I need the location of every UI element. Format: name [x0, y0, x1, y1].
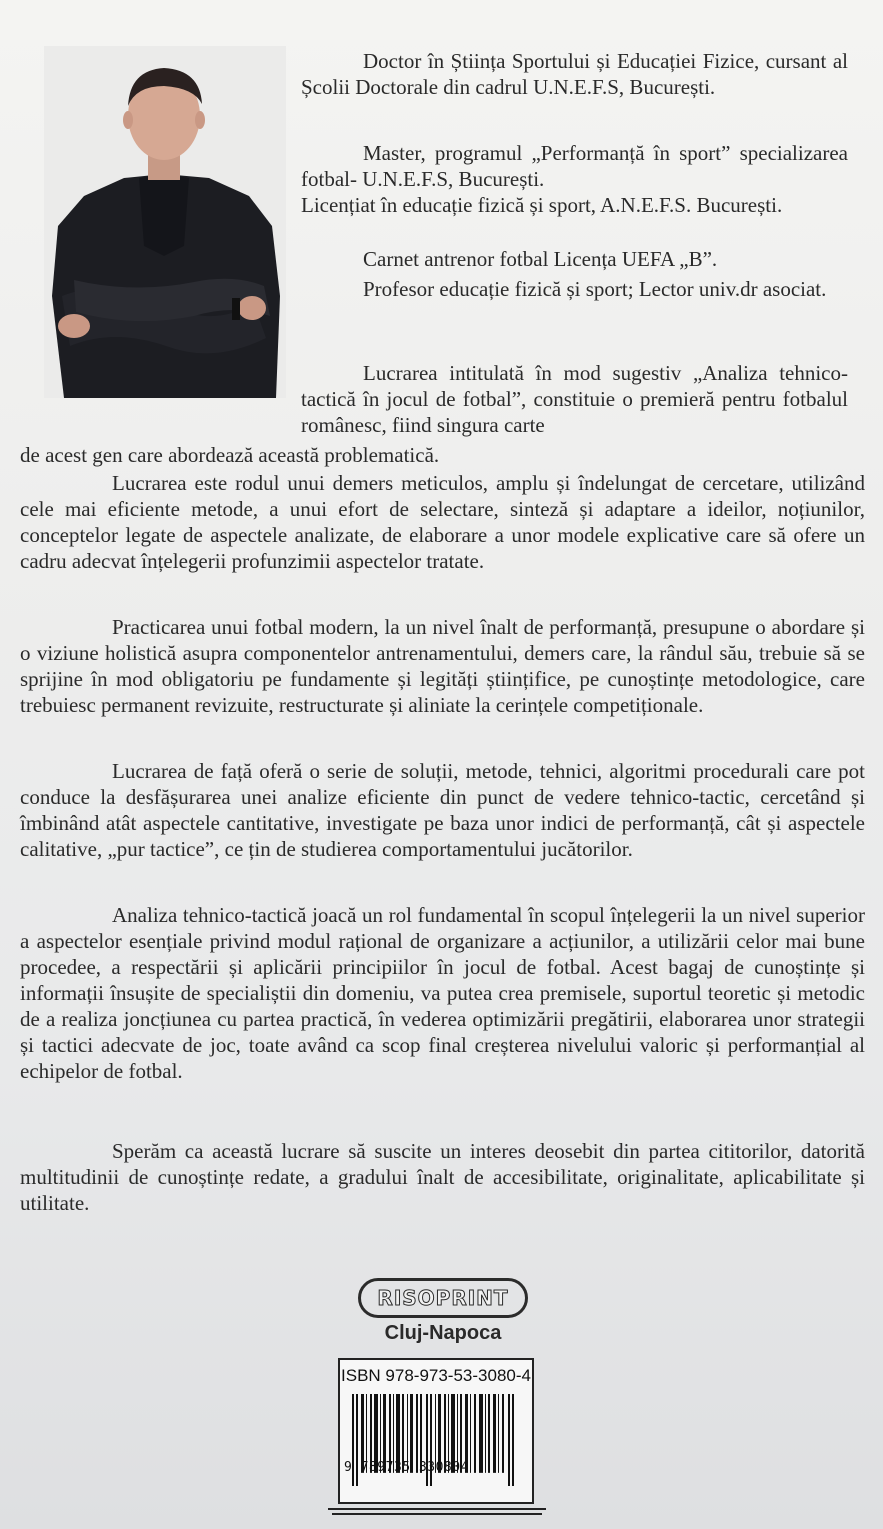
bio-doctorate: Doctor în Știința Sportului și Educației Fizice, cursant al Școlii Doctorale din cadrul U.N.E.F.S, București.: [301, 49, 848, 99]
publisher-city: Cluj-Napoca: [384, 1322, 502, 1344]
body-paragraph-solutions: Lucrarea de față oferă o serie de soluții, metode, tehnici, algoritmi procedurali care pot conduce la desfășurarea unei analize eficiente din punct de vedere tehnico-tactic, cercetând și îmbinând atât aspectele cantitative, investigate pe baza unor indici de performanță, cât și aspectele calitative, „pur tactice”, ce țin de studierea comportamentului jucătorilor.: [20, 759, 865, 861]
body-paragraph-closing: Sperăm ca această lucrare să suscite un interes deosebit din partea cititorilor, datorită multitudinii de cunoștințe redate, a gradului înalt de accesibilitate, originalitate, aplicabilitate și utilitate.: [20, 1139, 865, 1215]
intro-paragraph: Lucrarea intitulată în mod sugestiv „Analiza tehnico-tactică în jocul de fotbal”, constituie o premieră pentru fotbalul românesc, fiind singura carte: [301, 361, 848, 437]
bio-master: Master, programul „Performanță în sport” specializarea fotbal- U.N.E.F.S, București.: [301, 141, 848, 191]
bio-uefa: Carnet antrenor fotbal Licența UEFA „B”.: [363, 247, 718, 271]
intro-paragraph-end: de acest gen care abordează această problematică.: [20, 443, 440, 467]
isbn-barcode-block: [328, 1358, 546, 1516]
publisher-logo-text: RISOPRINT: [377, 1286, 509, 1310]
body-paragraph-analysis: Analiza tehnico-tactică joacă un rol fundamental în scopul înțelegerii la un nivel superior a aspectelor esențiale privind modul rațional de organizare a acțiunilor, a utilizării celor mai bune procedee, a respectării și aplicării principiilor în jocul de fotbal. Acest bagaj de cunoștințe și informații însușite de specialiștii din domeniu, va putea crea premisele, suportul teoretic și metodic de a realiza joncțiunea cu partea practică, în vederea optimizării pregătirii, elaborarea unor strategii și tactici adecvate de joc, toate având ca scop final creșterea nivelului valoric și performanțial al echipelor de fotbal.: [20, 903, 865, 1083]
bio-profesor: Profesor educație fizică și sport; Lector univ.dr asociat.: [363, 277, 827, 301]
barcode-frame-line: [332, 1513, 542, 1515]
barcode-digits: 9 789735 330804: [344, 1460, 469, 1475]
isbn-label: ISBN 978-973-53-3080-4: [341, 1366, 531, 1385]
body-paragraph-practice: Practicarea unui fotbal modern, la un nivel înalt de performanță, presupune o abordare și o viziune holistică asupra componentelor antrenamentului, demers care, la rândul său, trebuie să se sprijine în mod obligatoriu pe fundamente și legități științifice, pe cunoștințe metodologice, care trebuiesc permanent revizuite, restructurate și aliniate la cerințele competiționale.: [20, 615, 865, 717]
author-photo: [44, 46, 286, 398]
publisher-logo: [358, 1278, 528, 1318]
body-paragraph-research: Lucrarea este rodul unui demers meticulos, amplu și îndelungat de cercetare, utilizând cele mai eficiente metode, a unui efort de selectare, sinteză și adaptare a ideilor, noțiunilor, conceptelor legate de aspectele analizate, de elaborare a unor modele explicative care să ofere un cadru adecvat înțelegerii profunzimii aspectelor tratate.: [20, 471, 865, 573]
barcode-frame-line: [328, 1508, 546, 1510]
bio-license: Licențiat în educație fizică și sport, A.N.E.F.S. București.: [301, 193, 783, 217]
